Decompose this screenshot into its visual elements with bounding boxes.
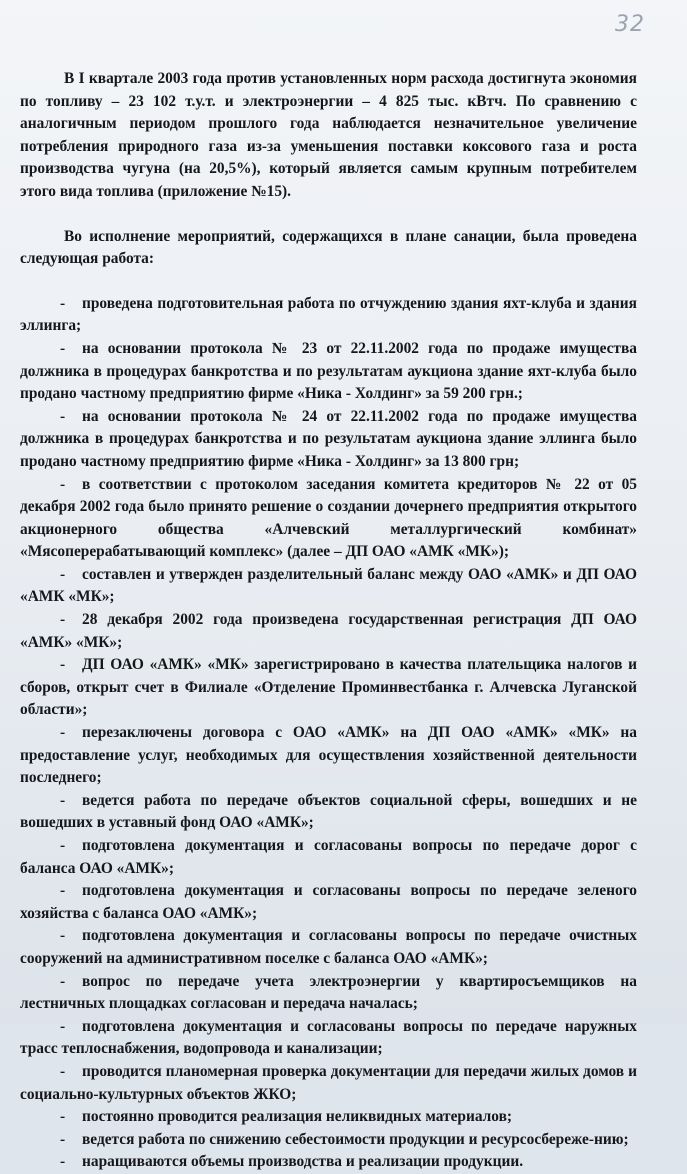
list-item-text: подготовлена документация и согласованы вопросы по передаче дорог с баланса ОАО «АМК»; [20, 837, 637, 877]
list-item-text: ДП ОАО «АМК» «МК» зарегистрировано в качества плательщика налогов и сборов, открыт счет в Филиале «Отделение Проминвестбанка г. Алчевска Луганской области»; [20, 656, 637, 719]
list-dash: - [60, 611, 66, 629]
list-item [20, 835, 637, 880]
list-dash: - [60, 1017, 66, 1035]
list-dash: - [60, 972, 66, 990]
list-item [20, 1016, 637, 1061]
list-item [20, 971, 637, 1016]
list-item [20, 1151, 637, 1174]
list-item [20, 880, 637, 925]
list-item [20, 1061, 637, 1106]
list-dash: - [60, 791, 66, 809]
work-list [20, 293, 637, 1174]
document-body [20, 68, 637, 1174]
list-item-text: 28 декабря 2002 года произведена государственная регистрация ДП ОАО «АМК» «МК»; [20, 611, 637, 651]
list-dash: - [60, 339, 66, 357]
list-dash: - [60, 724, 66, 742]
list-item [20, 654, 637, 722]
list-item [20, 338, 637, 406]
list-dash: - [60, 837, 66, 854]
list-item [20, 925, 637, 970]
list-dash: - [60, 1153, 66, 1171]
list-item-text: проводится планомерная проверка документации для передачи жилых домов и социально-культурных объектов ЖКО; [20, 1062, 637, 1103]
list-item-text: перезаключены договора с ОАО «АМК» на ДП ОАО «АМК» «МК» на предоставление услуг, необходимых для осуществления хозяйственной деятельности последнего; [20, 724, 637, 787]
list-dash: - [60, 882, 66, 900]
list-item-text: подготовлена документация и согласованы вопросы по передаче зеленого хозяйства с баланса ОАО «АМК»; [20, 882, 637, 922]
list-item [20, 406, 637, 474]
list-item-text: составлен и утвержден разделительный баланс между ОАО «АМК» и ДП ОАО «АМК «МК»; [20, 565, 637, 606]
list-item-text: подготовлена документация и согласованы вопросы по передаче очистных сооружений на административном поселке с баланса ОАО «АМК»; [20, 927, 637, 967]
list-dash: - [60, 656, 66, 674]
list-dash: - [60, 294, 66, 312]
list-item-text: наращиваются объемы производства и реализации продукции. [82, 1153, 524, 1171]
intro-paragraph: В I квартале 2003 года против установленных норм расхода достигнута экономия по топливу – 23 102 т.у.т. и электроэнергии – 4 825 тыс. кВтч. По сравнению с аналогичным периодом прошлого года наблюдается незначительное увеличение потребления природного газа из-за уменьшения поставки коксового газа и роста производства чугуна (на 20,5%), который является самым крупным потребителем этого вида топлива (приложение №15). [20, 70, 637, 200]
list-dash: - [60, 407, 66, 425]
list-item [20, 722, 637, 790]
list-dash: - [60, 1108, 66, 1126]
list-item-text: постоянно проводится реализация неликвидных материалов; [82, 1108, 513, 1126]
list-item-text: на основании протокола № 23 от 22.11.2002 года по продаже имущества должника в процедурах банкротства и по результатам аукциона здание яхт-клуба было продано частному предприятию фирме «Ника - Холдинг» за 59 200 грн.; [20, 339, 637, 403]
list-item [20, 474, 637, 564]
list-item-text: проведена подготовительная работа по отчуждению здания яхт-клуба и здания эллинга; [20, 294, 637, 335]
list-dash: - [60, 1062, 66, 1080]
list-dash: - [60, 565, 66, 583]
list-item [20, 1106, 637, 1129]
list-item [20, 609, 637, 654]
list-dash: - [60, 1130, 66, 1148]
list-item-text: ведется работа по снижению себестоимости продукции и ресурсосбереже-нию; [82, 1130, 629, 1148]
list-item-text: на основании протокола № 24 от 22.11.2002 года по продаже имущества должника в процедурах банкротства и по результатам аукциона здание эллинга было продано частному предприятию фирме «Ника - Холдинг» за 13 800 грн; [20, 407, 637, 470]
list-dash: - [60, 927, 66, 945]
list-item-text: вопрос по передаче учета электроэнергии у квартиросъемщиков на лестничных площадках согласован и передача началась; [20, 972, 637, 1013]
list-item [20, 790, 637, 835]
list-item [20, 293, 637, 338]
list-item-text: подготовлена документация и согласованы вопросы по передаче наружных трасс теплоснабжения, водопровода и канализации; [20, 1017, 637, 1058]
list-item [20, 1129, 637, 1152]
page-number: 32 [615, 12, 645, 37]
list-item-text: ведется работа по передаче объектов социальной сферы, вошедших и не вошедших в уставный фонд ОАО «АМК»; [20, 791, 637, 832]
list-dash: - [60, 475, 66, 493]
lead-in-paragraph: Во исполнение мероприятий, содержащихся в плане санации, была проведена следующая работа: [20, 227, 637, 268]
list-item [20, 564, 637, 609]
list-item-text: в соответствии с протоколом заседания комитета кредиторов № 22 от 05 декабря 2002 года было принято решение о создании дочернего предприятия открытого акционерного общества «Алчевский металлургический комбинат» «Мясоперерабатывающий комплекс» (далее – ДП ОАО «АМК «МК»); [20, 475, 637, 561]
